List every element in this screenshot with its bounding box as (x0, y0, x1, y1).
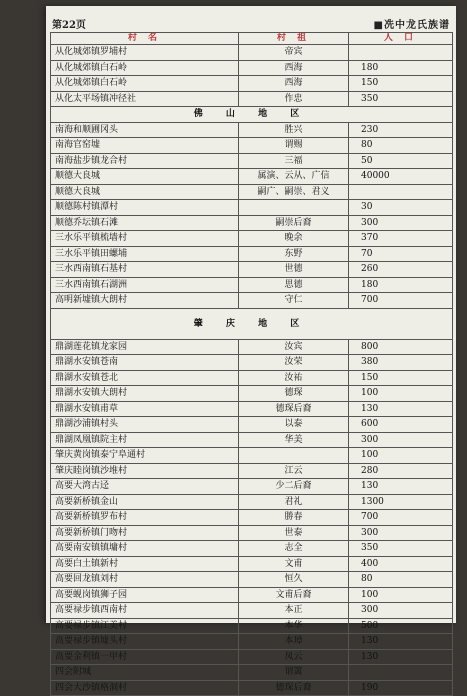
population-cell: 600 (349, 417, 453, 433)
village-name-cell: 三水乐平镇田螺埔 (51, 246, 239, 262)
village-name-cell: 肇庆黄岗镇泰宁阜通村 (51, 448, 239, 464)
village-name-cell: 高要禄步镇西南村 (51, 603, 239, 619)
table-row (51, 153, 453, 169)
ancestor-cell (239, 448, 349, 464)
region-row (51, 308, 453, 339)
ancestor-cell: 属演、云从、广信 (239, 169, 349, 185)
village-name-cell: 顺德乔坛镇石滩 (51, 215, 239, 231)
ancestor-cell: 江云 (239, 463, 349, 479)
table-row (51, 432, 453, 448)
population-cell: 130 (349, 401, 453, 417)
population-cell: 30 (349, 200, 453, 216)
village-name-cell: 三水西南镇石湖洲 (51, 277, 239, 293)
table-row (51, 200, 453, 216)
village-name-cell: 从化城郊镇罗埔村 (51, 45, 239, 61)
population-cell: 1300 (349, 494, 453, 510)
table-row (51, 401, 453, 417)
population-cell: 300 (349, 432, 453, 448)
population-cell: 300 (349, 215, 453, 231)
ancestor-cell: 德琛后裔 (239, 401, 349, 417)
ancestor-cell: 汝祐 (239, 370, 349, 386)
table-row (51, 463, 453, 479)
village-name-cell: 从化城郊镇白石岭 (51, 60, 239, 76)
population-cell: 370 (349, 231, 453, 247)
population-cell: 180 (349, 277, 453, 293)
ancestor-cell: 华美 (239, 432, 349, 448)
table-row (51, 587, 453, 603)
population-cell: 40000 (349, 169, 453, 185)
village-name-cell: 南海盐步镇龙合村 (51, 153, 239, 169)
village-name-cell: 高要白土镇新村 (51, 556, 239, 572)
table-row (51, 293, 453, 309)
population-cell: 100 (349, 448, 453, 464)
village-name-cell: 高要金利镇一甲村 (51, 649, 239, 665)
village-name-cell: 高明新墟镇大朗村 (51, 293, 239, 309)
population-cell: 190 (349, 680, 453, 696)
table-row (51, 231, 453, 247)
ancestor-cell: 三福 (239, 153, 349, 169)
ancestor-cell: 作忠 (239, 91, 349, 107)
population-cell: 130 (349, 479, 453, 495)
table-row (51, 122, 453, 138)
ancestor-cell: 守仁 (239, 293, 349, 309)
table-row (51, 634, 453, 650)
village-name-cell: 从化太平场镇冲径社 (51, 91, 239, 107)
population-cell: 150 (349, 76, 453, 92)
population-cell: 260 (349, 262, 453, 278)
table-row (51, 448, 453, 464)
header-village-name: 村 名 (51, 33, 239, 45)
population-cell: 80 (349, 138, 453, 154)
ancestor-cell: 志全 (239, 541, 349, 557)
table-row (51, 370, 453, 386)
ancestor-cell: 德琛 (239, 386, 349, 402)
table-body (51, 45, 453, 696)
village-name-cell: 高要大湾古迳 (51, 479, 239, 495)
population-cell: 700 (349, 293, 453, 309)
table-row (51, 680, 453, 696)
village-name-cell: 鼎湖水安镇甫草 (51, 401, 239, 417)
table-row (51, 355, 453, 371)
village-name-cell: 三水西南镇石基村 (51, 262, 239, 278)
population-cell: 800 (349, 339, 453, 355)
village-name-cell: 从化城郊镇白石岭 (51, 76, 239, 92)
table-row (51, 556, 453, 572)
ancestor-cell: 嗣崇后裔 (239, 215, 349, 231)
table-row (51, 603, 453, 619)
ancestor-cell: 世德 (239, 262, 349, 278)
population-cell: 350 (349, 541, 453, 557)
header-ancestor: 村 祖 (239, 33, 349, 45)
ancestor-cell: 文甫 (239, 556, 349, 572)
population-cell: 100 (349, 587, 453, 603)
ancestor-cell: 以泰 (239, 417, 349, 433)
ancestor-cell: 本正 (239, 603, 349, 619)
population-cell: 500 (349, 618, 453, 634)
document-page (46, 6, 456, 693)
population-cell: 80 (349, 572, 453, 588)
population-cell: 300 (349, 525, 453, 541)
page-header (46, 10, 456, 32)
ancestor-cell: 君礼 (239, 494, 349, 510)
table-row (51, 386, 453, 402)
table-row (51, 184, 453, 200)
population-cell (349, 184, 453, 200)
ancestor-cell: 汝荣 (239, 355, 349, 371)
population-cell: 380 (349, 355, 453, 371)
village-table (50, 32, 453, 696)
page-number: 第22页 (52, 20, 86, 31)
village-name-cell: 肇庆睦岗镇沙堆村 (51, 463, 239, 479)
region-heading: 佛 山 地 区 (51, 107, 453, 123)
population-cell: 70 (349, 246, 453, 262)
village-name-cell: 顺德陈村镇潭村 (51, 200, 239, 216)
population-cell: 100 (349, 386, 453, 402)
population-cell: 130 (349, 634, 453, 650)
table-row (51, 665, 453, 681)
village-name-cell: 四会附城 (51, 665, 239, 681)
ancestor-cell (239, 200, 349, 216)
village-name-cell: 鼎湖水安镇苍北 (51, 370, 239, 386)
ancestor-cell: 恒久 (239, 572, 349, 588)
ancestor-cell: 德琛后裔 (239, 680, 349, 696)
table-row (51, 277, 453, 293)
village-name-cell: 高要新桥镇罗布村 (51, 510, 239, 526)
village-name-cell: 四会大沙镇格洞村 (51, 680, 239, 696)
table-row (51, 60, 453, 76)
ancestor-cell: 帝宾 (239, 45, 349, 61)
ancestor-cell: 谓赐 (239, 138, 349, 154)
population-cell: 180 (349, 60, 453, 76)
population-cell: 130 (349, 649, 453, 665)
book-title: ■冼中龙氏族谱 (373, 20, 450, 31)
village-name-cell: 高要新桥镇金山 (51, 494, 239, 510)
population-cell: 300 (349, 603, 453, 619)
table-header-row (51, 33, 453, 45)
village-name-cell: 鼎湖水安镇苍南 (51, 355, 239, 371)
ancestor-cell: 勝春 (239, 510, 349, 526)
population-cell: 350 (349, 91, 453, 107)
village-name-cell: 三水乐平镇梳墙村 (51, 231, 239, 247)
ancestor-cell: 本璋 (239, 634, 349, 650)
village-name-cell: 鼎湖凤凰镇院主村 (51, 432, 239, 448)
table-row (51, 541, 453, 557)
population-cell: 700 (349, 510, 453, 526)
table-row (51, 215, 453, 231)
table-row (51, 339, 453, 355)
ancestor-cell: 本华 (239, 618, 349, 634)
village-name-cell: 鼎湖莲花镇龙家园 (51, 339, 239, 355)
region-heading: 肇 庆 地 区 (51, 308, 453, 339)
header-population: 人 口 (349, 33, 453, 45)
ancestor-cell: 西海 (239, 60, 349, 76)
table-row (51, 479, 453, 495)
ancestor-cell: 西海 (239, 76, 349, 92)
table-row (51, 246, 453, 262)
table-row (51, 417, 453, 433)
population-cell: 50 (349, 153, 453, 169)
table-row (51, 572, 453, 588)
village-name-cell: 高要回龙镇刘村 (51, 572, 239, 588)
table-row (51, 138, 453, 154)
table-row (51, 525, 453, 541)
village-name-cell: 鼎湖水安镇大朗村 (51, 386, 239, 402)
ancestor-cell: 东野 (239, 246, 349, 262)
ancestor-cell: 少二后裔 (239, 479, 349, 495)
ancestor-cell: 文甫后裔 (239, 587, 349, 603)
region-row (51, 107, 453, 123)
village-name-cell: 鼎湖沙浦镇村头 (51, 417, 239, 433)
table-row (51, 91, 453, 107)
ancestor-cell: 谓篱 (239, 665, 349, 681)
population-cell: 280 (349, 463, 453, 479)
table-row (51, 76, 453, 92)
population-cell (349, 45, 453, 61)
ancestor-cell: 嗣广、嗣崇、君义 (239, 184, 349, 200)
ancestor-cell: 世泰 (239, 525, 349, 541)
table-row (51, 618, 453, 634)
ancestor-cell: 思德 (239, 277, 349, 293)
table-row (51, 45, 453, 61)
village-name-cell: 高要蚬岗镇狮子园 (51, 587, 239, 603)
ancestor-cell: 凤云 (239, 649, 349, 665)
village-name-cell: 高要禄步镇墟头村 (51, 634, 239, 650)
village-name-cell: 南海和顺圃冈头 (51, 122, 239, 138)
village-name-cell: 顺德大良城 (51, 169, 239, 185)
ancestor-cell: 汝宾 (239, 339, 349, 355)
village-name-cell: 高要禄步镇江美村 (51, 618, 239, 634)
ancestor-cell: 晚余 (239, 231, 349, 247)
table-row (51, 649, 453, 665)
table-row (51, 169, 453, 185)
village-name-cell: 顺德大良城 (51, 184, 239, 200)
village-name-cell: 南海官窑墟 (51, 138, 239, 154)
ancestor-cell: 胜兴 (239, 122, 349, 138)
population-cell: 230 (349, 122, 453, 138)
population-cell: 150 (349, 370, 453, 386)
table-row (51, 494, 453, 510)
table-row (51, 262, 453, 278)
population-cell (349, 665, 453, 681)
table-row (51, 510, 453, 526)
village-name-cell: 高要新桥镇门吻村 (51, 525, 239, 541)
village-name-cell: 高要南安镇镇墉村 (51, 541, 239, 557)
population-cell: 400 (349, 556, 453, 572)
